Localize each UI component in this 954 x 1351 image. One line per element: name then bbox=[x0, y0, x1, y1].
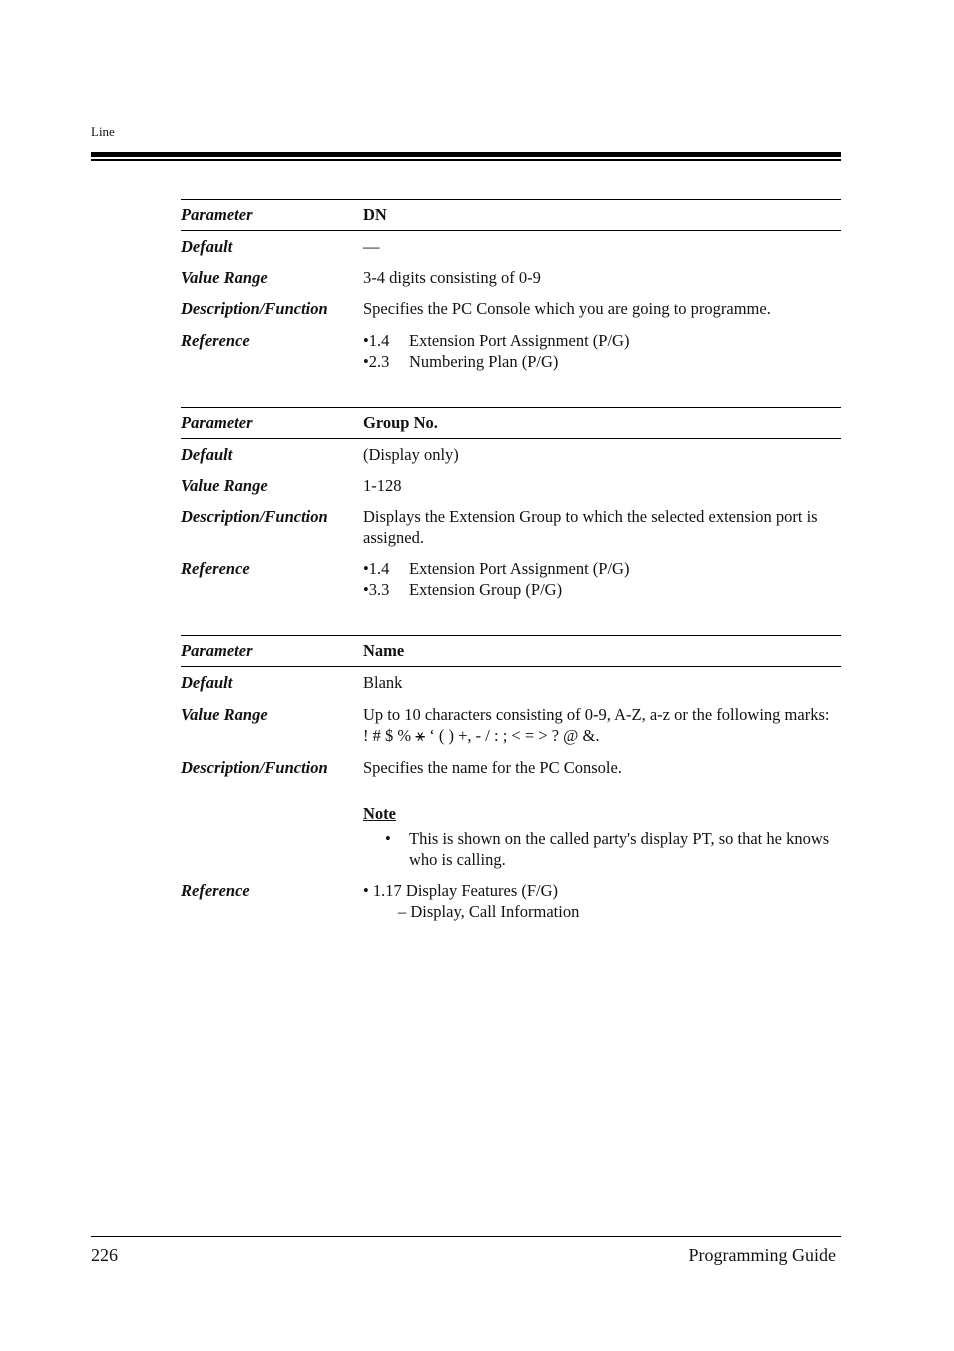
default-label: Default bbox=[181, 673, 233, 692]
value-range-label: Value Range bbox=[181, 705, 268, 724]
page-number: 226 bbox=[91, 1245, 118, 1265]
value-range-row bbox=[181, 475, 841, 496]
default-value: (Display only) bbox=[363, 445, 459, 464]
header-rule bbox=[91, 152, 841, 157]
description-label: Description/Function bbox=[181, 758, 328, 777]
parameter-name: Group No. bbox=[363, 413, 438, 432]
reference-item: •2.3 Numbering Plan (P/G) bbox=[363, 352, 559, 371]
description-row bbox=[181, 298, 841, 319]
note-item bbox=[363, 828, 833, 870]
parameter-label: Parameter bbox=[181, 413, 253, 432]
value-range-row bbox=[181, 267, 841, 288]
header-rule-thin bbox=[91, 159, 841, 161]
default-label: Default bbox=[181, 237, 233, 256]
reference-item: •1.4 Extension Port Assignment (P/G) bbox=[363, 331, 630, 350]
description-value: Specifies the PC Console which you are going to programme. bbox=[363, 299, 771, 318]
default-label: Default bbox=[181, 445, 233, 464]
header-section-label: Line bbox=[91, 124, 115, 139]
reference-label: Reference bbox=[181, 559, 250, 578]
parameter-row bbox=[181, 200, 841, 231]
footer-guide-title: Programming Guide bbox=[688, 1245, 836, 1265]
description-label: Description/Function bbox=[181, 507, 328, 526]
reference-item: •3.3 Extension Group (P/G) bbox=[363, 580, 563, 599]
value-range-label: Value Range bbox=[181, 476, 268, 495]
default-value: Blank bbox=[363, 673, 403, 692]
parameter-label: Parameter bbox=[181, 205, 253, 224]
reference-item: •1.4 Extension Port Assignment (P/G) bbox=[363, 559, 630, 578]
default-row bbox=[181, 672, 841, 693]
footer-rule bbox=[91, 1236, 841, 1237]
parameter-label: Parameter bbox=[181, 641, 253, 660]
default-row bbox=[181, 236, 841, 257]
reference-item: • 1.17 Display Features (F/G) bbox=[363, 881, 559, 900]
description-value: Displays the Extension Group to which the selected extension port is assigned. bbox=[363, 507, 818, 547]
reference-label: Reference bbox=[181, 331, 250, 350]
note-title: Note bbox=[363, 804, 396, 823]
parameter-block-name bbox=[181, 635, 841, 922]
value-range-label: Value Range bbox=[181, 268, 268, 287]
value-range-value: 3-4 digits consisting of 0-9 bbox=[363, 268, 541, 287]
parameter-row bbox=[181, 408, 841, 439]
description-value: Specifies the name for the PC Console. bbox=[363, 758, 622, 777]
parameter-block-dn bbox=[181, 199, 841, 372]
reference-row bbox=[181, 330, 841, 372]
value-range-row bbox=[181, 704, 841, 746]
default-row bbox=[181, 444, 841, 465]
reference-subitem: – Display, Call Information bbox=[398, 902, 580, 921]
reference-row bbox=[181, 880, 841, 922]
parameter-name: Name bbox=[363, 641, 405, 660]
description-row bbox=[181, 757, 841, 870]
reference-label: Reference bbox=[181, 881, 250, 900]
reference-row bbox=[181, 558, 841, 600]
description-label: Description/Function bbox=[181, 299, 328, 318]
description-row bbox=[181, 506, 841, 548]
note-text: This is shown on the called party's display PT, so that he knows who is calling. bbox=[409, 829, 830, 869]
value-range-value: Up to 10 characters consisting of 0-9, A-Z, a-z or the following marks: ! # $ % ⚹ ‘ ( ) +, - / : ; < = > ? @ &. bbox=[363, 705, 830, 745]
parameter-row bbox=[181, 636, 841, 667]
parameter-name: DN bbox=[363, 205, 387, 224]
default-value: — bbox=[363, 237, 380, 256]
bullet-icon: • bbox=[385, 829, 391, 848]
value-range-value: 1-128 bbox=[363, 476, 402, 495]
parameter-block-group-no bbox=[181, 407, 841, 600]
